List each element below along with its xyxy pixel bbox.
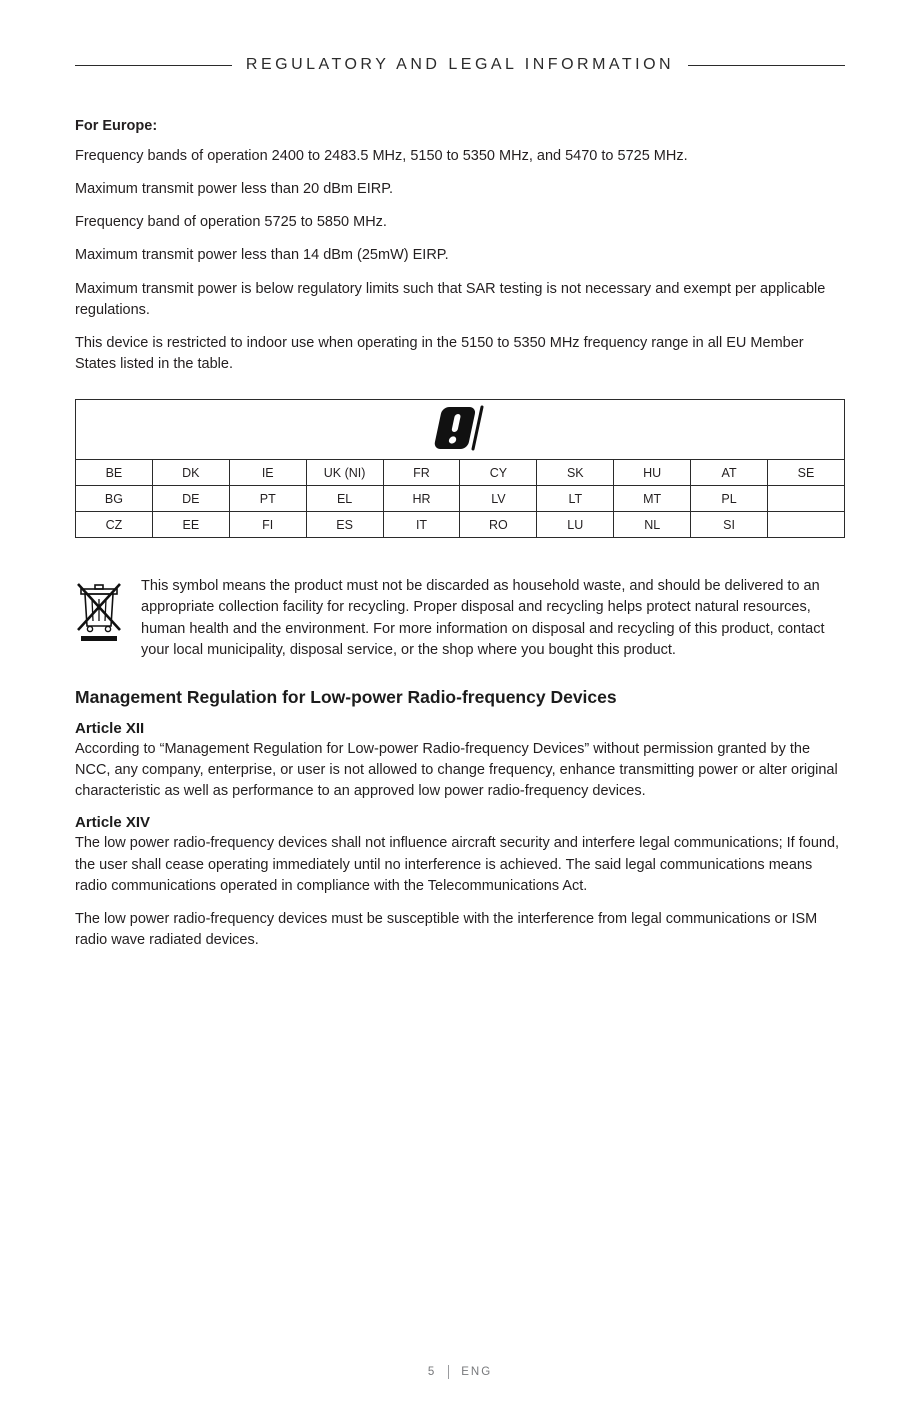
- table-row: [76, 460, 845, 486]
- country-cell: CZ: [76, 512, 153, 538]
- country-cell: DE: [152, 486, 229, 512]
- country-cell: PL: [691, 486, 768, 512]
- country-cell: IT: [383, 512, 460, 538]
- country-cell: SI: [691, 512, 768, 538]
- page-footer: [0, 1365, 920, 1379]
- table-row: [76, 512, 845, 538]
- europe-paragraph: Maximum transmit power is below regulatory limits such that SAR testing is not necessary and exempt per applicable regulations.: [75, 280, 826, 318]
- country-cell: SE: [768, 460, 845, 486]
- country-cell: NL: [614, 512, 691, 538]
- management-regulation-title: Management Regulation for Low-power Radio-frequency Devices: [75, 686, 617, 707]
- header-rule-left: [75, 65, 232, 66]
- country-cell: DK: [152, 460, 229, 486]
- country-cell: LT: [537, 486, 614, 512]
- page-number: 5: [427, 1366, 437, 1378]
- country-cell: ES: [306, 512, 383, 538]
- country-cell: CY: [460, 460, 537, 486]
- country-cell: SK: [537, 460, 614, 486]
- country-cell: [768, 512, 845, 538]
- country-cell: UK (NI): [306, 460, 383, 486]
- country-cell: FR: [383, 460, 460, 486]
- article-xiv-body-1: The low power radio-frequency devices shall not influence aircraft security and interfere legal communications; If found, the user shall cease operating immediately until no interference is achieved. The said legal communications means radio communications operated in compliance with the Telecommunications Act.: [75, 835, 840, 894]
- europe-paragraph: Frequency bands of operation 2400 to 2483.5 MHz, 5150 to 5350 MHz, and 5470 to 5725 MHz.: [75, 148, 688, 164]
- country-cell: AT: [691, 460, 768, 486]
- page-header: [75, 56, 845, 74]
- table-row: [76, 486, 845, 512]
- indoor-use-restriction-icon: [430, 404, 490, 455]
- country-cell: MT: [614, 486, 691, 512]
- page-title: REGULATORY AND LEGAL INFORMATION: [245, 56, 675, 73]
- country-cell: FI: [229, 512, 306, 538]
- country-cell: BG: [76, 486, 153, 512]
- europe-paragraph: Frequency band of operation 5725 to 5850 MHz.: [75, 214, 387, 231]
- country-cell: HR: [383, 486, 460, 512]
- country-cell: HU: [614, 460, 691, 486]
- article-xiv-body-2: The low power radio-frequency devices must be susceptible with the interference from legal communications or ISM radio wave radiated devices.: [75, 910, 818, 948]
- language-label: ENG: [461, 1366, 493, 1378]
- weee-crossed-out-bin-icon: [75, 576, 123, 649]
- table-icon-row: [76, 400, 845, 460]
- country-cell: [768, 486, 845, 512]
- weee-text: This symbol means the product must not be discarded as household waste, and should be delivered to an appropriate collection facility for recycling. Proper disposal and recycling helps protect natural resources, human health and the environment. For more information on disposal and recycling of this product, contact your local municipality, disposal service, or the shop where you bought this product.: [141, 578, 825, 658]
- article-xii-body: According to “Management Regulation for Low-power Radio-frequency Devices” without permission granted by the NCC, any company, enterprise, or user is not allowed to change frequency, enhance transmitting power or alter original characteristic as well as performance to an approved low power radio-frequency devices.: [75, 740, 838, 800]
- country-cell: EE: [152, 512, 229, 538]
- country-cell: RO: [460, 512, 537, 538]
- europe-paragraph: This device is restricted to indoor use when operating in the 5150 to 5350 MHz frequency range in all EU Member States listed in the table.: [75, 334, 804, 373]
- eu-member-states-table: [75, 399, 845, 538]
- article-xiv-title: Article XIV: [75, 814, 151, 832]
- header-rule-right: [688, 65, 845, 66]
- country-cell: LV: [460, 486, 537, 512]
- icon-cell: [76, 400, 845, 460]
- article-xii-title: Article XII: [75, 719, 145, 737]
- country-cell: LU: [537, 512, 614, 538]
- weee-section: [75, 576, 845, 661]
- europe-paragraph: Maximum transmit power less than 20 dBm EIRP.: [75, 181, 394, 198]
- country-cell: PT: [229, 486, 306, 512]
- country-cell: BE: [76, 460, 153, 486]
- country-cell: IE: [229, 460, 306, 486]
- country-cell: EL: [306, 486, 383, 512]
- footer-divider: [448, 1365, 449, 1379]
- for-europe-label: For Europe:: [75, 118, 158, 134]
- europe-paragraph: Maximum transmit power less than 14 dBm (25mW) EIRP.: [75, 247, 449, 264]
